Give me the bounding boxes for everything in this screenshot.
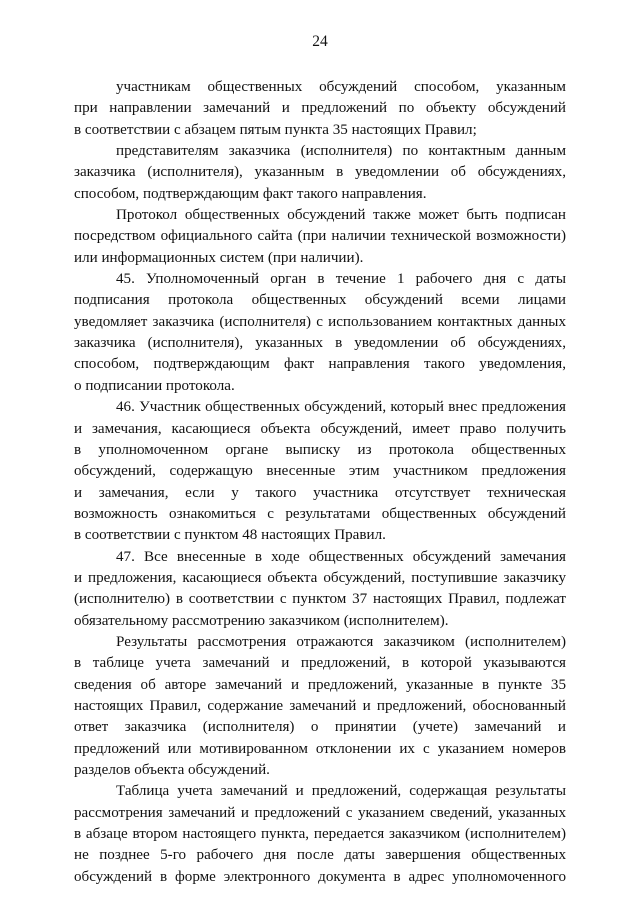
text-line: обсуждений в форме электронного документа в адрес уполномоченного (74, 868, 566, 885)
text-line: и предложения, касающиеся объекта обсуждений, поступившие заказчику (74, 569, 566, 586)
text-line: уведомляет заказчика (исполнителя) с использованием контактных данных (74, 313, 566, 330)
text-line: рассмотрения замечаний и предложений с указанием сведений, указанных (74, 804, 566, 821)
text-line: ответ заказчика (исполнителя) о принятии (учете) замечаний и (74, 719, 566, 736)
paragraph (74, 632, 566, 781)
text-line: Таблица учета замечаний и предложений, содержащая результаты (116, 783, 566, 800)
paragraph (74, 77, 566, 141)
paragraph (74, 781, 566, 888)
text-line: (исполнителю) в соответствии с пунктом 37 настоящих Правил, подлежат (74, 591, 566, 608)
text-line: возможность ознакомиться с результатами общественных обсуждений (74, 505, 566, 522)
document-body (74, 77, 566, 888)
text-line: или информационных систем (при наличии). (74, 249, 364, 266)
text-line: о подписании протокола. (74, 377, 235, 394)
text-line: способом, подтверждающим факт направления такого уведомления, (74, 356, 566, 373)
text-line: заказчика (исполнителя), указанных в уведомлении об обсуждениях, (74, 335, 566, 352)
text-line: и замечания, если у такого участника отсутствует техническая (74, 484, 566, 501)
paragraph (74, 397, 566, 546)
text-line: заказчика (исполнителя), указанным в уведомлении об обсуждениях, (74, 164, 566, 181)
text-line: в абзаце втором настоящего пункта, передается заказчиком (исполнителем) (74, 826, 566, 843)
text-line: Результаты рассмотрения отражаются заказчиком (исполнителем) (116, 633, 566, 650)
text-line: обсуждений, содержащую внесенные этим участником предложения (74, 463, 566, 480)
text-line: в уполномоченном органе выписку из протокола общественных (74, 441, 566, 458)
text-line: и замечания, касающиеся объекта обсуждений, имеет право получить (74, 420, 566, 437)
text-line: подписания протокола общественных обсуждений всеми лицами (74, 292, 566, 309)
text-line: способом, подтверждающим факт такого направления. (74, 185, 427, 202)
text-line: при направлении замечаний и предложений по объекту обсуждений (74, 100, 566, 117)
text-line: настоящих Правил, содержание замечаний и предложений, обоснованный (74, 697, 566, 714)
paragraph (74, 205, 566, 269)
text-line: обязательному рассмотрению заказчиком (исполнителем). (74, 612, 449, 629)
text-line: Протокол общественных обсуждений также может быть подписан (116, 207, 566, 224)
text-line: 45. Уполномоченный орган в течение 1 рабочего дня с даты (116, 271, 566, 288)
text-line: разделов объекта обсуждений. (74, 762, 270, 778)
text-line: в соответствии с абзацем пятым пункта 35 настоящих Правил; (74, 121, 477, 138)
text-line: в таблице учета замечаний и предложений, в которой указываются (74, 655, 566, 672)
paragraph (74, 141, 566, 205)
text-line: предложений или мотивированном отклонении их с указанием номеров (74, 740, 566, 757)
text-line: не позднее 5-го рабочего дня после даты завершения общественных (74, 847, 566, 864)
paragraph (74, 269, 566, 397)
paragraph (74, 547, 566, 632)
text-line: представителям заказчика (исполнителя) по контактным данным (116, 143, 566, 160)
text-line: 46. Участник общественных обсуждений, который внес предложения (116, 399, 566, 416)
text-line: 47. Все внесенные в ходе общественных обсуждений замечания (116, 548, 566, 565)
text-line: сведения об авторе замечаний и предложений, указанные в пункте 35 (74, 676, 566, 693)
page-number: 24 (312, 33, 328, 50)
text-line: участникам общественных обсуждений способом, указанным (116, 79, 566, 95)
text-line: посредством официального сайта (при наличии технической возможности) (74, 228, 566, 245)
text-line: в соответствии с пунктом 48 настоящих Правил. (74, 527, 386, 544)
